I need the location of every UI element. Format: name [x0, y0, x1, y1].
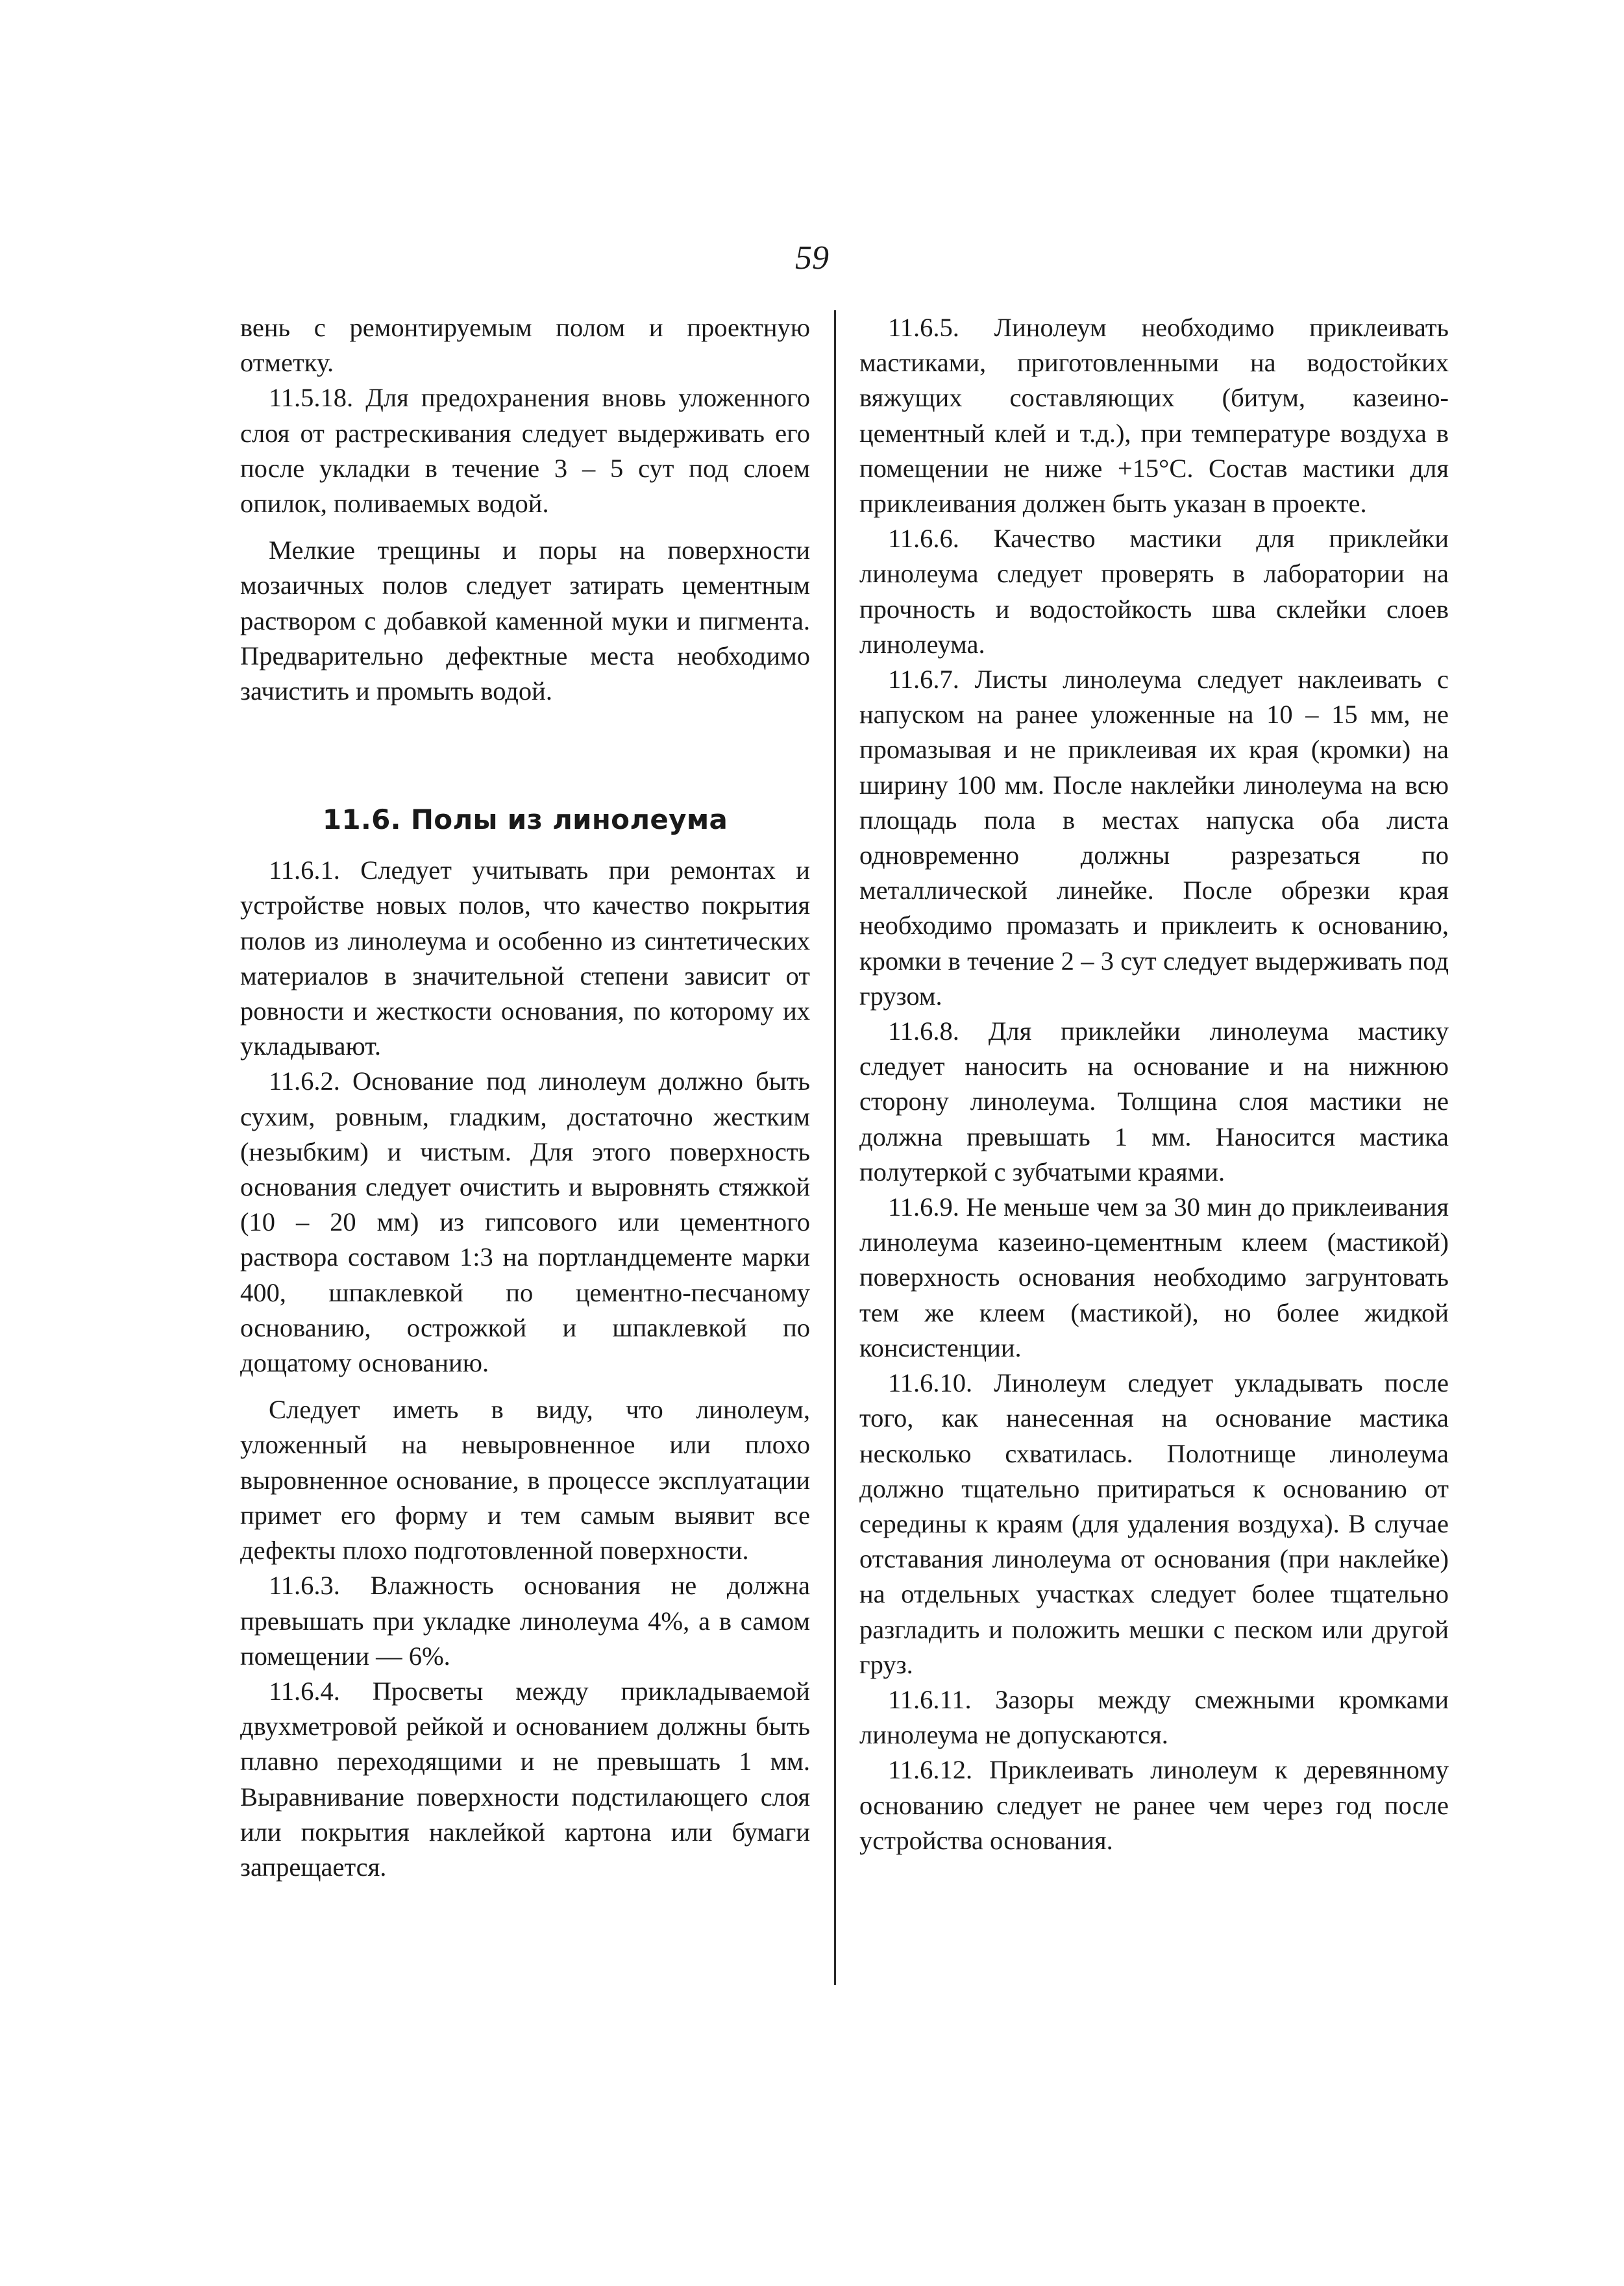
left-column	[240, 310, 810, 1885]
paragraph-11-6-10: 11.6.10. Линолеум следует укладывать после того, как нанесенная на основание мастика несколько схватилась. Полотнище линолеума должно тщательно притираться к основанию от середины к краям (для удаления воздуха). В случае отставания линолеума от основания (при наклейке) на отдельных участках следует более тщательно разгладить и положить мешки с песком или другой груз.	[859, 1368, 1449, 1679]
paragraph-11-6-11: 11.6.11. Зазоры между смежными кромками линолеума не допускаются.	[859, 1684, 1449, 1750]
paragraph-11-6-5: 11.6.5. Линолеум необходимо приклеивать мастиками, приготовленными на водостойких вяжущих составляющих (битум, казеино-цементный клей и т.д.), при температуре воздуха в помещении не ниже +15°С. Состав мастики для приклеивания должен быть указан в проекте.	[859, 313, 1449, 519]
paragraph-11-6-4: 11.6.4. Просветы между прикладываемой двухметровой рейкой и основанием должны быть плавно переходящими и не превышать 1 мм. Выравнивание поверхности подстилающего слоя или покрытия наклейкой картона или бумаги запрещается.	[240, 1676, 810, 1882]
paragraph-11-6-6: 11.6.6. Качество мастики для приклейки линолеума следует проверять в лаборатории на прочность и водостойкость шва склейки слоев линолеума.	[859, 524, 1449, 659]
paragraph-11-6-9: 11.6.9. Не меньше чем за 30 мин до приклеивания линолеума казеино-цементным клеем (мастикой) поверхность основания необходимо загрунтовать тем же клеем (мастикой), но более жидкой консистенции.	[859, 1192, 1449, 1362]
paragraph-11-5-18: 11.5.18. Для предохранения вновь уложенного слоя от растрескивания следует выдерживать его после укладки в течение 3 – 5 сут под слоем опилок, поливаемых водой.	[240, 383, 810, 519]
paragraph-continuation: вень с ремонтируемым полом и проектную отметку.	[240, 313, 810, 378]
paragraph-note: Следует иметь в виду, что линолеум, уложенный на невыровненное или плохо выровненное основание, в процессе эксплуатации примет его форму и тем самым выявит все дефекты плохо подготовленной поверхности.	[240, 1395, 810, 1566]
section-heading: 11.6. Полы из линолеума	[322, 804, 728, 836]
paragraph-11-6-12: 11.6.12. Приклеивать линолеум к деревянному основанию следует не ранее чем через год после устройства основания.	[859, 1755, 1449, 1855]
right-column	[859, 310, 1449, 1858]
column-divider	[834, 310, 836, 1985]
paragraph-11-6-2: 11.6.2. Основание под линолеум должно быть сухим, ровным, гладким, достаточно жестким (незыбким) и чистым. Для этого поверхность основания следует очистить и выровнять стяжкой (10 – 20 мм) из гипсового или цементного раствора составом 1:3 на портландцементе марки 400, шпаклевкой по цементно-песчаному основанию, острожкой и шпаклевкой по дощатому основанию.	[240, 1066, 810, 1378]
page-number: 59	[795, 240, 829, 277]
paragraph-11-6-8: 11.6.8. Для приклейки линолеума мастику следует наносить на основание и на нижнюю сторону линолеума. Толщина слоя мастики не должна превышать 1 мм. Наносится мастика полутеркой с зубчатыми краями.	[859, 1016, 1449, 1186]
paragraph-11-6-1: 11.6.1. Следует учитывать при ремонтах и устройстве новых полов, что качество покрытия полов из линолеума и особенно из синтетических материалов в значительной степени зависит от ровности и жесткости основания, по которому их укладывают.	[240, 855, 810, 1061]
paragraph-cracks: Мелкие трещины и поры на поверхности мозаичных полов следует затирать цементным раствором с добавкой каменной муки и пигмента. Предварительно дефектные места необходимо зачистить и промыть водой.	[240, 535, 810, 706]
paragraph-11-6-3: 11.6.3. Влажность основания не должна превышать при укладке линолеума 4%, а в самом помещении — 6%.	[240, 1571, 810, 1671]
paragraph-11-6-7: 11.6.7. Листы линолеума следует наклеивать с напуском на ранее уложенные на 10 – 15 мм, не промазывая и не приклеивая их края (кромки) на ширину 100 мм. После наклейки линолеума на всю площадь пола в местах напуска оба листа одновременно должны разрезаться по металлической линейке. После обрезки края необходимо промазать и приклеить к основанию, кромки в течение 2 – 3 сут следует выдерживать под грузом.	[859, 665, 1449, 1011]
